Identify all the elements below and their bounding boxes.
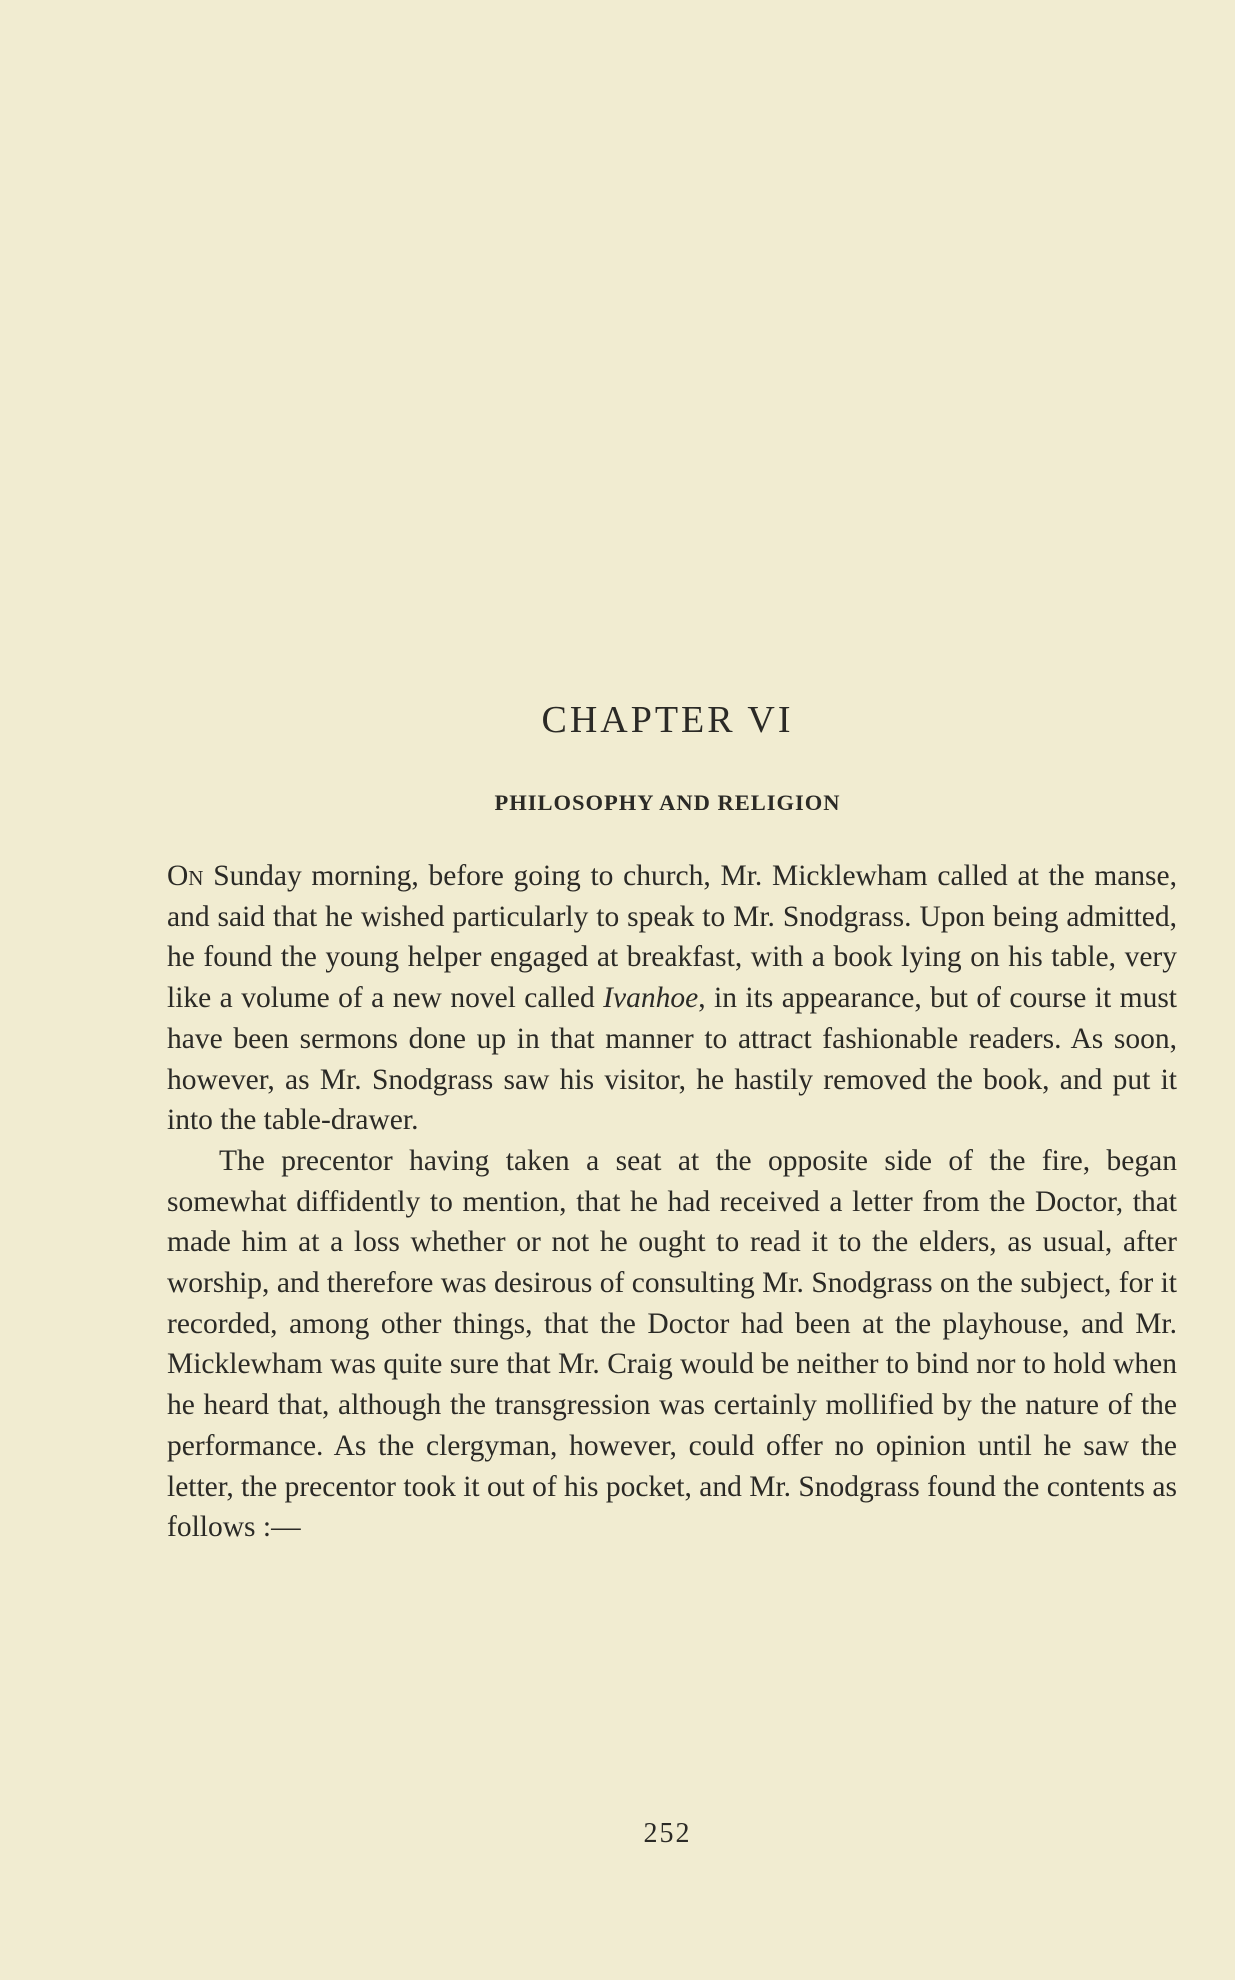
paragraph-1-text-b: , in its appearance, but of course it must have been sermons done up in that manner to attract fashionable readers. As soon, however, as Mr. Snodgrass saw his visitor, he hastily removed the book, and put it into the table-drawer. <box>167 982 1177 1137</box>
paragraph-2: The precentor having taken a seat at the opposite side of the fire, began somewhat diffidently to mention, that he had received a letter from the Doctor, that made him at a loss whether or not he ought to read it to the elders, as usual, after worship, and therefore was desirous of consulting Mr. Snodgrass on the subject, for it recorded, among other things, that the Doctor had been at the playhouse, and Mr. Micklewham was quite sure that Mr. Craig would be neither to bind nor to hold when he heard that, although the transgression was certainly mollified by the nature of the performance. As the clergyman, however, could offer no opinion until he saw the letter, the precentor took it out of his pocket, and Mr. Snodgrass found the contents as follows :— <box>167 1144 1177 1544</box>
book-title-italic: Ivanhoe <box>603 982 699 1015</box>
opening-word: On <box>167 860 204 892</box>
paragraph-1 <box>167 856 1177 1141</box>
body-text <box>167 856 1177 1548</box>
paragraph-1-text-a: Sunday morning, before going to church, Mr. Micklewham called at the manse, and said that he wished particularly to speak to Mr. Snodgrass. Upon being admitted, he found the young helper engaged at breakfast, with a book lying on his table, very like a volume of a new novel called <box>167 860 1177 1015</box>
page-number: 252 <box>643 1818 692 1849</box>
chapter-title: CHAPTER VI <box>541 699 794 741</box>
chapter-subtitle: PHILOSOPHY AND RELIGION <box>494 790 841 815</box>
